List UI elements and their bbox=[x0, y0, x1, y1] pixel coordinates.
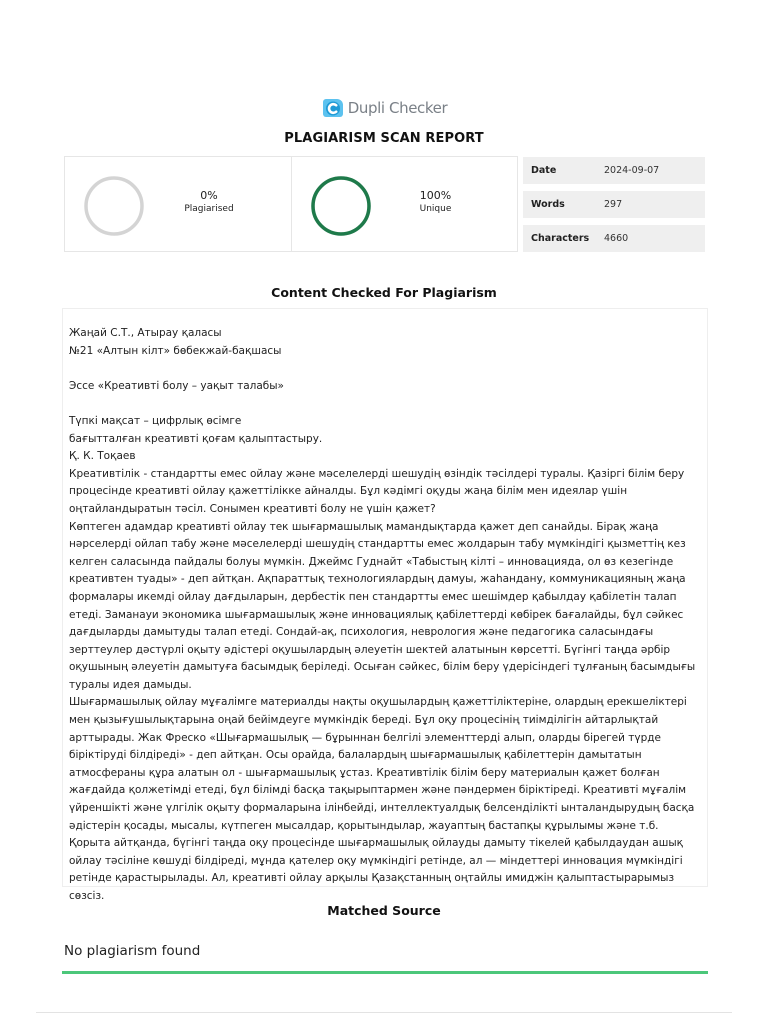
plagiarised-ring-chart bbox=[84, 176, 144, 236]
unique-stat bbox=[291, 157, 518, 251]
dupli-checker-logo[interactable] bbox=[0, 96, 768, 124]
dupli-checker-logo-icon bbox=[321, 96, 345, 120]
scan-stats-panel bbox=[64, 156, 518, 252]
plagiarised-stat bbox=[65, 157, 291, 251]
logo-wordmark: Dupli Checker bbox=[347, 99, 448, 117]
unique-percent: 100% bbox=[419, 189, 452, 202]
unique-label: Unique bbox=[419, 204, 452, 214]
words-value: 297 bbox=[604, 199, 623, 210]
date-key: Date bbox=[531, 165, 557, 176]
matched-source-title: Matched Source bbox=[327, 903, 441, 918]
report-title: PLAGIARISM SCAN REPORT bbox=[284, 131, 484, 146]
checked-content-box bbox=[62, 308, 708, 902]
footer-divider bbox=[36, 1012, 732, 1013]
plagiarised-stat-text bbox=[169, 189, 249, 214]
content-section-title: Content Checked For Plagiarism bbox=[271, 285, 497, 300]
info-row-words bbox=[523, 191, 705, 218]
characters-value: 4660 bbox=[604, 233, 629, 244]
unique-ring-chart bbox=[311, 176, 371, 236]
result-divider bbox=[62, 971, 708, 974]
unique-stat-text bbox=[396, 189, 476, 214]
info-row-date bbox=[523, 157, 705, 184]
characters-key: Characters bbox=[531, 233, 590, 244]
no-plagiarism-message: No plagiarism found bbox=[64, 943, 201, 959]
info-row-characters bbox=[523, 225, 705, 252]
words-key: Words bbox=[531, 199, 565, 210]
plagiarised-percent: 0% bbox=[200, 189, 218, 202]
plagiarised-label: Plagiarised bbox=[184, 204, 234, 214]
checked-content-text: Жаңай С.Т., Атырау қаласы №21 «Алтын кілт» бөбекжай-бақшасы Эссе «Креативті болу – уақыт талабы» Түпкі мақсат – цифрлық өсімге бағытталған креативті қоғам қалыптастыру. Қ. К. Тоқаев Креативтілік - стандартты емес ойлау және мәселелерді шешудің өзіндік тәсілдері туралы. Қазіргі білім беру процесінде креативті ойлау қажеттілікке айналды. Бұл кәдімгі оқуды жаңа білім мен идеялар үшін оңтайландыратын тәсіл. Сонымен креативті болу не үшін қажет? Көптеген адамдар креативті ойлау тек шығармашылық мамандықтарда қажет деп санайды. Бірақ жаңа нәрселерді ойлап табу және мәселелерді шешудің стандартты емес жолдарын табу мүмкіндігі қызметтің кез келген саласында пайдалы болуы мүмкін. Джеймс Гуднайт «Табыстың кілті – инновацияда, ол өз кезегінде креативтен туады» - деп айтқан. Ақпараттық технологиялардың дамуы, жаһандану, коммуникацияның жаңа формалары икемді ойлау дағдыларын, дербестік пен стандартты емес шешімдер қабылдау қабілетін талап етеді. Заманауи экономика шығармашылық және инновациялық қабілеттерді көбірек бағалайды, бұл сәйкес дағдыларды дамытуды талап етеді. Сондай-ақ, психология, неврология және педагогика саласындағы зерттеулер дәстүрлі оқыту әдістері оқушылардың әлеуетін шектей алатынын көрсетті. Бүгінгі таңда әрбір оқушының әлеуетін дамытуға басымдық беріледі. Осыған сәйкес, білім беру үдерісіндегі тұлғаның басымдығы туралы идея дамыды. Шығармашылық ойлау мұғалімге материалды нақты оқушылардың қажеттіліктеріне, олардың ерекшеліктері мен қызығушылықтарына оңай бейімдеуге мүмкіндік береді. Бұл оқу процесінің тиімділігін айтарлықтай арттырады. Жак Фреско «Шығармашылық — бұрыннан белгілі элементтерді алып, оларды бірегей түрде біріктіруді білдіреді» - деп айтқан. Осы орайда, балалардың шығармашылық қабілеттерін дамытатын атмосфераны құра алатын ол - шығармашылық ұстаз. Креативтілік білім беру материалын қажет болған жағдайда қолжетімді етеді, бұл білімді басқа тақырыптармен және пәндермен біріктіреді. Креативті мұғалім үйреншікті және үлгілік оқыту формаларына ілінбейді, интеллектуалдық белсенділікті ынталандырудың басқа әдістерін қосады, мысалы, күтпеген мысалдар, қорытындылар, жауаптың бастапқы құрылымы және т.б. Қорыта айтқанда, бүгінгі таңда оқу процесінде шығармашылық ойлауды дамыту тікелей қабылдаудан ашық ойлау тәсіліне көшуді білдіреді, мұнда қателер оқу мүмкіндігі ретінде, ал — міндеттері инновация мүмкіндігі ретінде қарастырылады. Ал, креативті ойлау арқылы Қазақстанның оңтайлы имиджін қалыптастырарымыз сөзсіз. bbox=[69, 327, 696, 902]
date-value: 2024-09-07 bbox=[604, 165, 660, 176]
